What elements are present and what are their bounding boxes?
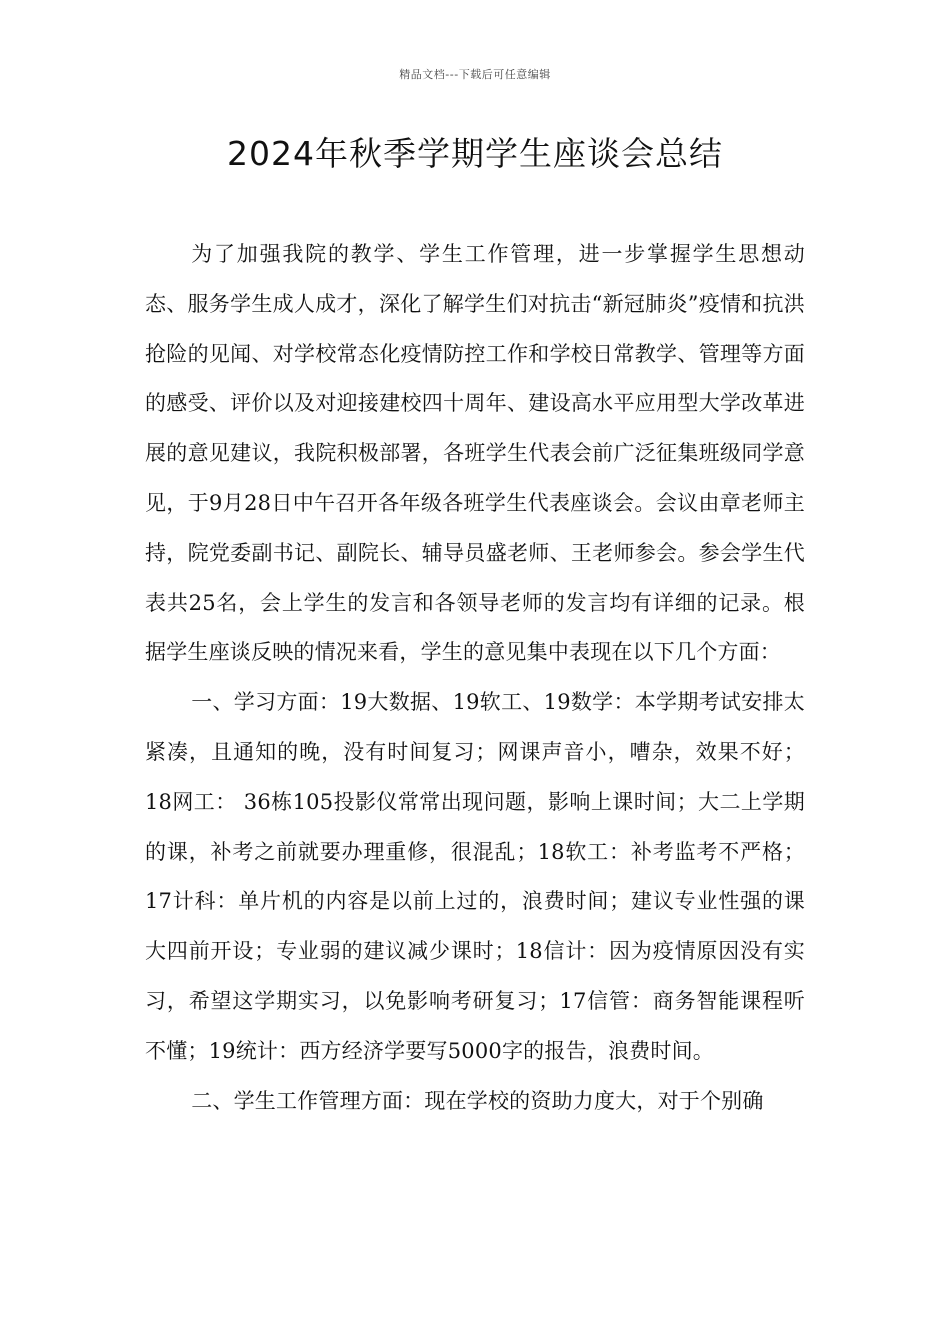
paragraph-student-management: 二、学生工作管理方面：现在学校的资助力度大，对于个别确 bbox=[191, 1088, 764, 1113]
paragraph-intro: 为了加强我院的教学、学生工作管理，进一步掌握学生思想动态、服务学生成人成才，深化了解学生们对抗击“新冠肺炎”疫情和抗洪抢险的见闻、对学校常态化疫情防控工作和学校日常教学、管理等方面的感受、评价以及对迎接建校四十周年、建设高水平应用型大学改革进展的意见建议，我院积极部署，各班学生代表会前广泛征集班级同学意见，于9月28日中午召开各年级各班学生代表座谈会。会议由章老师主持，院党委副书记、副院长、辅导员盛老师、王老师参会。参会学生代表共25名，会上学生的发言和各领导老师的发言均有详细的记录。根据学生座谈反映的情况来看，学生的意见集中表现在以下几个方面： bbox=[145, 242, 805, 665]
paragraph-study: 一、学习方面：19大数据、19软工、19数学：本学期考试安排太紧凑，且通知的晚，没有时间复习；网课声音小，嘈杂，效果不好；18网工： 36栋105投影仪常常出现问题，影响上课时间；大二上学期的课，补考之前就要办理重修，很混乱；18软工：补考监考不严格；17计科：单片机的内容是以前上过的，浪费时间；建议专业性强的课大四前开设；专业弱的建议减少课时；18信计：因为疫情原因没有实习，希望这学期实习，以免影响考研复习；17信管：商务智能课程听不懂；19统计：西方经济学要写5000字的报告，浪费时间。 bbox=[145, 690, 805, 1063]
document-title: 2024年秋季学期学生座谈会总结 bbox=[227, 134, 723, 173]
document-body bbox=[145, 230, 805, 1126]
header-note: 精品文档---下载后可任意编辑 bbox=[399, 68, 551, 81]
